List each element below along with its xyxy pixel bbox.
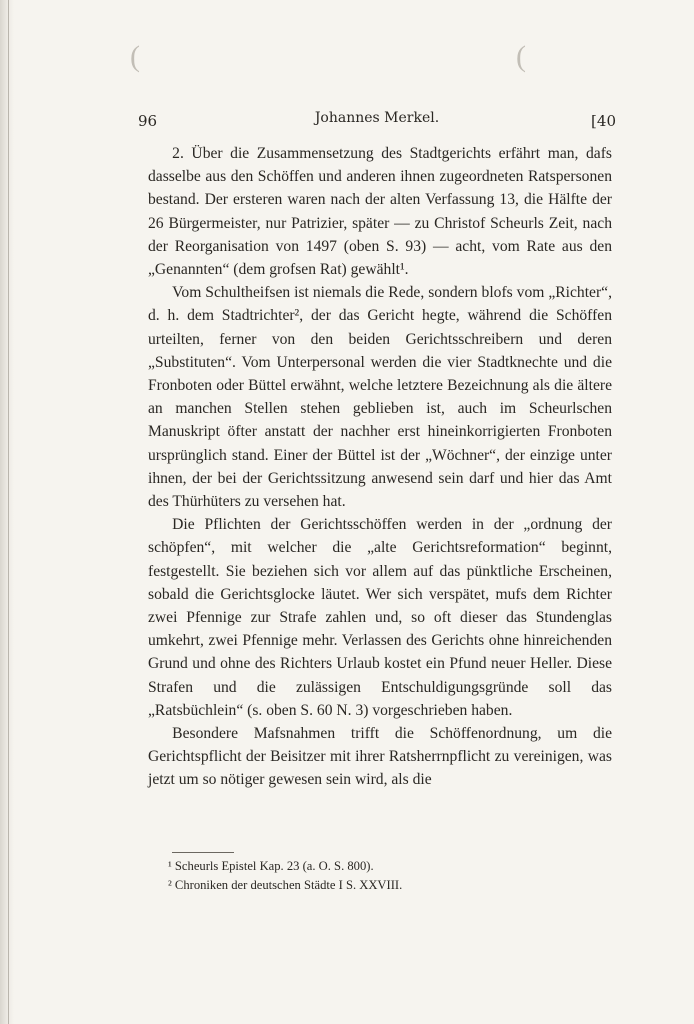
paragraph: 2. Über die Zusammensetzung des Stadtgerichts erfährt man, dafs dasselbe aus den Schöffen und anderen ihnen zugeordneten Ratspersonen bestand. Der ersteren waren nach der alten Verfassung 13, die Hälfte der 26 Bürgermeister, nur Patrizier, später — zu Christof Scheurls Zeit, nach der Reorganisation von 1497 (oben S. 93) — acht, vom Rate aus den „Genannten“ (dem grofsen Rat) gewählt¹. <box>148 145 612 279</box>
binding-line <box>8 0 9 1024</box>
paragraph: Die Pflichten der Gerichtsschöffen werden in der „ordnung der schöpfen“, mit welcher die „alte Gerichtsreformation“ beginnt, festgestellt. Sie beziehen sich vor allem auf das pünktliche Erscheinen, sobald die Gerichtsglocke läutet. Wer sich verspätet, mufs dem Richter zwei Pfennige zur Strafe zahlen und, so oft dieser das Stundenglas umkehrt, zwei Pfennige mehr. Verlassen des Gerichts ohne hinreichenden Grund und ohne des Richters Urlaub kostet ein Pfund neuer Heller. Diese Strafen und die zulässigen Entschuldigungsgründe soll das „Ratsbüchlein“ (s. oben S. 60 N. 3) vorgeschrieben haben. <box>148 516 612 719</box>
paragraph: Vom Schultheifsen ist niemals die Rede, sondern blofs vom „Richter“, d. h. dem Stadtrichter², der das Gericht hegte, während die Schöffen urteilten, ferner von den beiden Gerichtsschreibern und deren „Substituten“. Vom Unterpersonal werden die vier Stadtknechte und die Fronboten oder Büttel erwähnt, welche letztere Bezeichnung als die ältere an manchen Stellen stehen geblieben ist, auch im Scheurlschen Manuskript öfter anstatt der nachher erst hineinkorrigierten Fronboten ursprünglich stand. Einer der Büttel ist der „Wöchner“, der einzige unter ihnen, der bei der Gerichtssitzung anwesend sein darf und hier das Amt des Thürhüters zu versehen hat. <box>148 284 612 511</box>
margin-mark-left: ( <box>130 40 140 73</box>
footnote: ² Chroniken der deutschen Städte I S. XXVIII. <box>168 878 403 892</box>
original-page-number: [40 <box>591 112 616 130</box>
running-title: Johannes Merkel. <box>314 110 440 126</box>
paragraph: Besondere Mafsnahmen trifft die Schöffenordnung, um die Gerichtspflicht der Beisitzer mit ihrer Ratsherrnpflicht zu vereinigen, was jetzt um so nötiger gewesen sein wird, als die <box>148 725 612 789</box>
footnote-rule <box>172 852 234 853</box>
margin-mark-right: ( <box>516 40 526 73</box>
page-header <box>138 110 616 134</box>
footnotes <box>168 857 608 895</box>
footnote: ¹ Scheurls Epistel Kap. 23 (a. O. S. 800). <box>168 859 374 873</box>
main-text <box>148 142 612 792</box>
page-number: 96 <box>138 112 158 130</box>
page-left-edge <box>0 0 14 1024</box>
